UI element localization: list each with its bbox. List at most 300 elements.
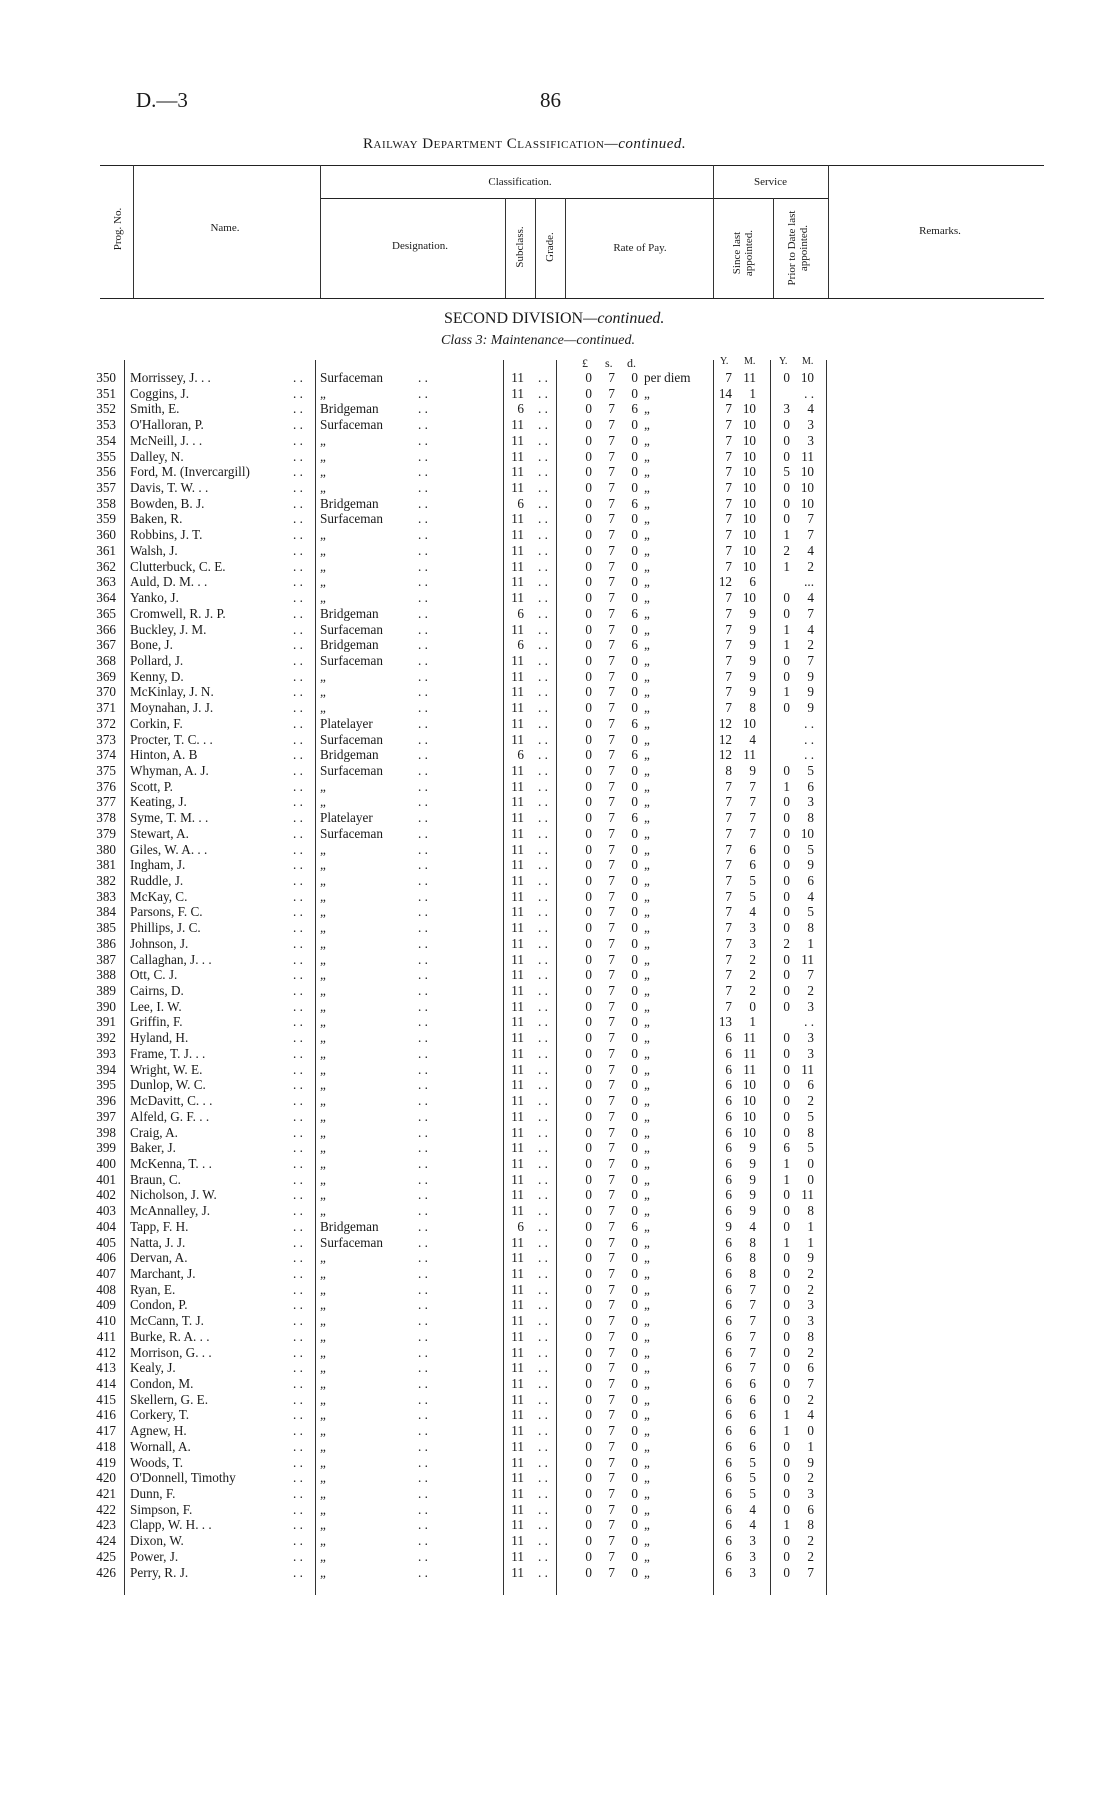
since-months-cell: 10: [742, 527, 756, 543]
name-cell: Braun, C.: [130, 1171, 181, 1187]
since-months-cell: 10: [742, 448, 756, 464]
prog-no-cell: 389: [96, 983, 116, 999]
subclass-cell: 6: [517, 1218, 524, 1234]
prior-months-cell: 8: [807, 810, 814, 826]
pay-pounds-cell: 0: [585, 432, 592, 448]
name-cell: Corkery, T.: [130, 1407, 190, 1423]
leader-dots: . .: [538, 778, 548, 794]
leader-dots: . .: [293, 1108, 303, 1124]
pay-shillings-cell: 7: [608, 1376, 615, 1391]
leader-dots: . .: [293, 1014, 303, 1030]
header-bottom-rule: [100, 298, 1044, 299]
leader-dots: . .: [293, 1438, 303, 1454]
leader-dots: . .: [538, 480, 548, 496]
designation-cell: „: [320, 1045, 326, 1061]
subclass-cell: 11: [511, 432, 524, 448]
header-divider: [320, 165, 321, 298]
name-cell: Clutterbuck, C. E.: [130, 558, 226, 574]
pay-pence-cell: 0: [631, 1140, 638, 1156]
division-continued: —continued.: [583, 310, 665, 327]
subclass-cell: 11: [511, 1140, 524, 1156]
pay-period-cell: „: [644, 401, 650, 417]
designation-cell: „: [320, 1030, 326, 1046]
pay-period-cell: „: [644, 527, 650, 543]
leader-dots: . .: [418, 621, 428, 637]
pay-pounds-cell: 0: [585, 873, 592, 888]
since-months-cell: 8: [749, 1234, 756, 1250]
leader-dots: . .: [418, 668, 428, 684]
since-months-cell: 9: [749, 605, 756, 621]
pay-period-cell: „: [644, 1313, 650, 1329]
pay-pence-cell: 0: [631, 1171, 638, 1187]
pay-period-cell: „: [644, 857, 650, 873]
pay-shillings-cell: 7: [608, 464, 615, 480]
name-cell: Cromwell, R. J. P.: [130, 605, 226, 621]
pay-shillings-cell: 7: [608, 1140, 615, 1156]
pay-pounds-cell: 0: [585, 920, 592, 936]
prior-months-cell: 10: [800, 464, 814, 480]
subclass-cell: 11: [511, 1501, 524, 1517]
pay-pence-cell: 0: [631, 385, 638, 401]
leader-dots: . .: [538, 448, 548, 464]
pay-pence-cell: 0: [631, 432, 638, 448]
page-number: 86: [540, 88, 561, 112]
pay-pounds-cell: 0: [585, 464, 592, 480]
pay-pounds-cell: 0: [585, 857, 592, 873]
leader-dots: . .: [418, 448, 428, 464]
pay-period-cell: „: [644, 1265, 650, 1281]
since-years-cell: 7: [725, 511, 732, 527]
leader-dots: . .: [293, 1313, 303, 1329]
pay-pounds-cell: 0: [585, 1045, 592, 1061]
pay-pence-cell: 0: [631, 888, 638, 904]
leader-dots: . .: [418, 1360, 428, 1376]
pay-pence-cell: 6: [631, 747, 638, 763]
subclass-cell: 11: [511, 794, 524, 810]
leader-dots: . .: [538, 1281, 548, 1297]
name-cell: Simpson, F.: [130, 1501, 193, 1517]
pay-shillings-cell: 7: [608, 1203, 615, 1219]
since-months-cell: 10: [742, 558, 756, 574]
leader-dots: . .: [418, 1124, 428, 1140]
prior-years-cell: 0: [783, 794, 790, 810]
designation-cell: „: [320, 1328, 326, 1344]
prog-no-cell: 371: [96, 700, 116, 716]
subclass-cell: 11: [511, 385, 524, 401]
pay-pounds-cell: 0: [585, 574, 592, 590]
prior-years-cell: 0: [783, 841, 790, 857]
leader-dots: . .: [293, 700, 303, 716]
since-months-cell: 9: [749, 668, 756, 684]
pay-period-cell: „: [644, 762, 650, 778]
name-cell: Perry, R. J.: [130, 1564, 189, 1580]
leader-dots: . .: [538, 1140, 548, 1156]
pay-pounds-cell: 0: [585, 1548, 592, 1564]
since-years-cell: 7: [725, 621, 732, 637]
prog-no-cell: 384: [96, 904, 116, 920]
pay-pounds-cell: 0: [585, 1140, 592, 1156]
pay-pence-cell: 0: [631, 511, 638, 527]
leader-dots: . .: [293, 432, 303, 448]
header-divider: [773, 198, 774, 298]
designation-cell: „: [320, 1486, 326, 1502]
prior-months-cell: 2: [807, 637, 814, 653]
leader-dots: . .: [418, 810, 428, 826]
pay-period-cell: „: [644, 1376, 650, 1391]
since-years-cell: 6: [725, 1376, 732, 1391]
pay-shillings-cell: 7: [608, 370, 615, 385]
pay-pence-cell: 0: [631, 558, 638, 574]
pay-pounds-cell: 0: [585, 967, 592, 983]
pay-period-cell: „: [644, 1470, 650, 1486]
leader-dots: . .: [293, 637, 303, 653]
leader-dots: . .: [538, 1045, 548, 1061]
name-cell: Agnew, H.: [130, 1423, 187, 1439]
prior-years-cell: 0: [783, 590, 790, 606]
since-months-cell: 8: [749, 1250, 756, 1266]
prog-no-cell: 413: [96, 1360, 116, 1376]
subclass-cell: 11: [511, 700, 524, 716]
prior-months-cell: 3: [807, 1030, 814, 1046]
pay-shillings-cell: 7: [608, 684, 615, 700]
since-months-cell: 9: [749, 1155, 756, 1171]
since-years-cell: 6: [725, 1234, 732, 1250]
header-divider: [565, 198, 566, 298]
pay-shillings-cell: 7: [608, 385, 615, 401]
prior-years-cell: 0: [783, 1533, 790, 1549]
subclass-cell: 11: [511, 967, 524, 983]
prog-no-cell: 417: [96, 1423, 116, 1439]
subclass-cell: 11: [511, 1108, 524, 1124]
leader-dots: . .: [538, 605, 548, 621]
pay-shillings-cell: 7: [608, 417, 615, 433]
prog-no-cell: 392: [96, 1030, 116, 1046]
since-months-cell: 3: [749, 1548, 756, 1564]
leader-dots: . .: [293, 983, 303, 999]
pay-pounds-cell: 0: [585, 1328, 592, 1344]
leader-dots: . .: [538, 542, 548, 558]
pay-period-cell: „: [644, 1108, 650, 1124]
leader-dots: . .: [538, 668, 548, 684]
pay-pounds-cell: 0: [585, 1533, 592, 1549]
leader-dots: . .: [538, 1423, 548, 1439]
pay-shillings-cell: 7: [608, 810, 615, 826]
prior-months-cell: 1: [807, 935, 814, 951]
designation-cell: „: [320, 857, 326, 873]
prior-months-cell: 11: [801, 1061, 814, 1077]
prog-no-cell: 378: [96, 810, 116, 826]
name-cell: Craig, A.: [130, 1124, 178, 1140]
pay-period-cell: „: [644, 668, 650, 684]
name-cell: Dunlop, W. C.: [130, 1077, 206, 1093]
leader-dots: . .: [418, 1093, 428, 1109]
prior-years-cell: 0: [783, 920, 790, 936]
pay-pounds-cell: 0: [585, 794, 592, 810]
unit-shillings: s.: [605, 356, 613, 370]
prior-years-cell: 0: [783, 967, 790, 983]
pay-shillings-cell: 7: [608, 448, 615, 464]
pay-pence-cell: 0: [631, 857, 638, 873]
prior-months-cell: 8: [807, 1328, 814, 1344]
leader-dots: . .: [538, 715, 548, 731]
subclass-cell: 11: [511, 1014, 524, 1030]
header-mid-rule: [320, 198, 828, 199]
pay-period-cell: „: [644, 417, 650, 433]
leader-dots: . .: [418, 1423, 428, 1439]
prior-months-cell: 6: [807, 1501, 814, 1517]
pay-pence-cell: 0: [631, 1108, 638, 1124]
prior-years-cell: 0: [783, 700, 790, 716]
prior-years-cell: 0: [783, 873, 790, 888]
since-years-cell: 7: [725, 637, 732, 653]
leader-dots: . .: [538, 1376, 548, 1391]
subclass-cell: 11: [511, 1061, 524, 1077]
prior-years-cell: 0: [783, 1265, 790, 1281]
subclass-cell: 11: [511, 1093, 524, 1109]
col-prior: Prior to Date last appointed.: [786, 210, 810, 286]
prog-no-cell: 350: [96, 370, 116, 385]
pay-pounds-cell: 0: [585, 684, 592, 700]
since-months-cell: 10: [742, 401, 756, 417]
pay-pence-cell: 0: [631, 590, 638, 606]
pay-pence-cell: 0: [631, 1501, 638, 1517]
pay-pence-cell: 0: [631, 480, 638, 496]
designation-cell: Surfaceman: [320, 370, 383, 385]
subclass-cell: 11: [511, 841, 524, 857]
prior-years-cell: 0: [783, 1438, 790, 1454]
leader-dots: . .: [293, 385, 303, 401]
subclass-cell: 11: [511, 684, 524, 700]
pay-shillings-cell: 7: [608, 1281, 615, 1297]
pay-pounds-cell: 0: [585, 841, 592, 857]
since-months-cell: 1: [749, 385, 756, 401]
pay-shillings-cell: 7: [608, 747, 615, 763]
since-years-cell: 7: [725, 810, 732, 826]
pay-shillings-cell: 7: [608, 1155, 615, 1171]
pay-period-cell: „: [644, 778, 650, 794]
pay-pence-cell: 6: [631, 810, 638, 826]
leader-dots: . .: [293, 590, 303, 606]
leader-dots: . .: [538, 1093, 548, 1109]
subclass-cell: 11: [511, 1265, 524, 1281]
pay-period-cell: „: [644, 1030, 650, 1046]
pay-pence-cell: 0: [631, 778, 638, 794]
leader-dots: . .: [293, 1517, 303, 1533]
leader-dots: . .: [538, 873, 548, 888]
pay-shillings-cell: 7: [608, 1344, 615, 1360]
pay-period-cell: „: [644, 621, 650, 637]
designation-cell: Surfaceman: [320, 621, 383, 637]
subclass-cell: 11: [511, 652, 524, 668]
since-months-cell: 11: [743, 370, 756, 385]
name-cell: Dixon, W.: [130, 1533, 184, 1549]
pay-pence-cell: 0: [631, 1187, 638, 1203]
designation-cell: „: [320, 1203, 326, 1219]
prog-no-cell: 385: [96, 920, 116, 936]
designation-cell: „: [320, 1470, 326, 1486]
pay-pounds-cell: 0: [585, 1313, 592, 1329]
leader-dots: . .: [293, 1250, 303, 1266]
pay-shillings-cell: 7: [608, 1297, 615, 1313]
pay-shillings-cell: 7: [608, 558, 615, 574]
subclass-cell: 11: [511, 1030, 524, 1046]
name-cell: Wornall, A.: [130, 1438, 191, 1454]
pay-pounds-cell: 0: [585, 1423, 592, 1439]
col-name: Name.: [210, 222, 240, 234]
pay-pounds-cell: 0: [585, 1030, 592, 1046]
designation-cell: „: [320, 1360, 326, 1376]
pay-period-cell: „: [644, 511, 650, 527]
name-cell: Callaghan, J. . .: [130, 951, 212, 967]
prior-years-cell: 6: [783, 1140, 790, 1156]
designation-cell: „: [320, 684, 326, 700]
since-years-cell: 7: [725, 605, 732, 621]
leader-dots: . .: [418, 1297, 428, 1313]
since-months-cell: 10: [742, 432, 756, 448]
prior-months-cell: 5: [807, 1108, 814, 1124]
subclass-cell: 11: [511, 1281, 524, 1297]
prior-months-cell: 7: [807, 967, 814, 983]
prior-months-cell: 4: [807, 401, 814, 417]
prior-months-cell: 5: [807, 1140, 814, 1156]
pay-period-cell: „: [644, 1517, 650, 1533]
prior-years-cell: 0: [783, 1250, 790, 1266]
since-months-cell: 1: [749, 1014, 756, 1030]
prior-months-cell: . .: [804, 731, 814, 747]
pay-pounds-cell: 0: [585, 810, 592, 826]
since-years-cell: 6: [725, 1030, 732, 1046]
since-months-cell: 6: [749, 1376, 756, 1391]
prior-years-cell: 0: [783, 1203, 790, 1219]
pay-period-cell: „: [644, 1360, 650, 1376]
pay-pounds-cell: 0: [585, 1234, 592, 1250]
subclass-cell: 6: [517, 605, 524, 621]
prog-no-cell: 411: [96, 1328, 116, 1344]
pay-shillings-cell: 7: [608, 1533, 615, 1549]
since-years-cell: 7: [725, 558, 732, 574]
prior-months-cell: 7: [807, 605, 814, 621]
leader-dots: . .: [293, 1470, 303, 1486]
prog-no-cell: 421: [96, 1486, 116, 1502]
pay-shillings-cell: 7: [608, 1438, 615, 1454]
leader-dots: . .: [538, 370, 548, 385]
pay-pence-cell: 0: [631, 1360, 638, 1376]
leader-dots: . .: [293, 684, 303, 700]
designation-cell: „: [320, 542, 326, 558]
prior-years-cell: 0: [783, 810, 790, 826]
subclass-cell: 11: [511, 464, 524, 480]
prog-no-cell: 415: [96, 1391, 116, 1407]
name-cell: Procter, T. C. . .: [130, 731, 213, 747]
designation-cell: „: [320, 794, 326, 810]
designation-cell: „: [320, 1297, 326, 1313]
prior-months-cell: . .: [804, 747, 814, 763]
leader-dots: . .: [293, 731, 303, 747]
prog-no-cell: 368: [96, 652, 116, 668]
name-cell: Morrison, G. . .: [130, 1344, 212, 1360]
prior-years-cell: 0: [783, 432, 790, 448]
pay-pence-cell: 0: [631, 1297, 638, 1313]
leader-dots: . .: [538, 825, 548, 841]
pay-pounds-cell: 0: [585, 1438, 592, 1454]
subclass-cell: 11: [511, 1360, 524, 1376]
since-years-cell: 7: [725, 448, 732, 464]
pay-period-cell: „: [644, 542, 650, 558]
designation-cell: „: [320, 935, 326, 951]
header-divider: [828, 165, 829, 298]
name-cell: Coggins, J.: [130, 385, 189, 401]
since-months-cell: 9: [749, 684, 756, 700]
pay-pounds-cell: 0: [585, 511, 592, 527]
since-years-cell: 7: [725, 888, 732, 904]
since-months-cell: 6: [749, 1438, 756, 1454]
pay-shillings-cell: 7: [608, 1077, 615, 1093]
subclass-cell: 11: [511, 417, 524, 433]
leader-dots: . .: [538, 762, 548, 778]
name-cell: Condon, M.: [130, 1376, 194, 1391]
pay-pounds-cell: 0: [585, 731, 592, 747]
prior-months-cell: 4: [807, 542, 814, 558]
pay-period-cell: „: [644, 1234, 650, 1250]
pay-shillings-cell: 7: [608, 495, 615, 511]
designation-cell: „: [320, 1438, 326, 1454]
prior-years-cell: 0: [783, 652, 790, 668]
leader-dots: . .: [293, 621, 303, 637]
pay-pounds-cell: 0: [585, 1108, 592, 1124]
leader-dots: . .: [538, 1313, 548, 1329]
prog-no-cell: 416: [96, 1407, 116, 1423]
pay-period-cell: „: [644, 998, 650, 1014]
prior-years-cell: 0: [783, 605, 790, 621]
leader-dots: . .: [418, 967, 428, 983]
leader-dots: . .: [293, 1077, 303, 1093]
since-years-cell: 6: [725, 1391, 732, 1407]
subclass-cell: 11: [511, 1454, 524, 1470]
pay-period-cell: „: [644, 1250, 650, 1266]
since-years-cell: 6: [725, 1501, 732, 1517]
prog-no-cell: 422: [96, 1501, 116, 1517]
since-months-cell: 3: [749, 1564, 756, 1580]
leader-dots: . .: [293, 495, 303, 511]
name-cell: Walsh, J.: [130, 542, 178, 558]
leader-dots: . .: [293, 652, 303, 668]
pay-shillings-cell: 7: [608, 935, 615, 951]
leader-dots: . .: [293, 1423, 303, 1439]
leader-dots: . .: [293, 778, 303, 794]
pay-shillings-cell: 7: [608, 1313, 615, 1329]
prog-no-cell: 360: [96, 527, 116, 543]
prior-months-cell: 7: [807, 652, 814, 668]
pay-pence-cell: 0: [631, 684, 638, 700]
prior-months-cell: 2: [807, 1391, 814, 1407]
pay-pounds-cell: 0: [585, 1564, 592, 1580]
pay-shillings-cell: 7: [608, 1564, 615, 1580]
leader-dots: . .: [418, 983, 428, 999]
pay-pounds-cell: 0: [585, 1155, 592, 1171]
designation-cell: „: [320, 432, 326, 448]
header-divider: [505, 198, 506, 298]
pay-pounds-cell: 0: [585, 1203, 592, 1219]
pay-shillings-cell: 7: [608, 888, 615, 904]
prog-no-cell: 356: [96, 464, 116, 480]
prior-months-cell: 2: [807, 1470, 814, 1486]
pay-pounds-cell: 0: [585, 668, 592, 684]
pay-shillings-cell: 7: [608, 668, 615, 684]
prog-no-cell: 354: [96, 432, 116, 448]
prior-years-cell: 0: [783, 825, 790, 841]
leader-dots: . .: [538, 1328, 548, 1344]
designation-cell: „: [320, 1533, 326, 1549]
